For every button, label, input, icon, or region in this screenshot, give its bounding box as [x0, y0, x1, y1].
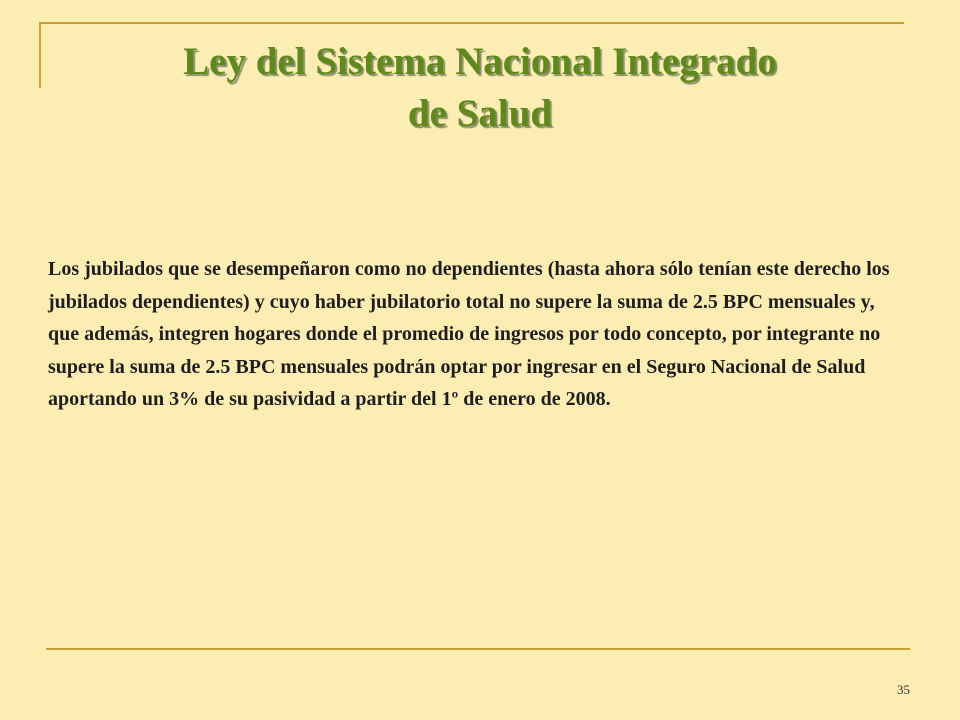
slide-body-paragraph: Los jubilados que se desempeñaron como no dependientes (hasta ahora sólo tenían este derecho los jubilados dependientes) y cuyo haber jubilatorio total no supere la suma de 2.5 BPC mensuales y, que además, integren hogares donde el promedio de ingresos por todo concepto, por integrante no supere la suma de 2.5 BPC mensuales podrán optar por ingresar en el Seguro Nacional de Salud aportando un 3% de su pasividad a partir del 1º de enero de 2008. — [48, 258, 890, 410]
top-divider — [40, 22, 904, 24]
page-number: 35 — [897, 682, 910, 697]
left-accent-divider — [39, 22, 41, 88]
bottom-divider — [46, 648, 910, 650]
slide-title — [60, 36, 900, 140]
slide-title-line-2: de Salud — [407, 92, 553, 135]
slide-title-line-1: Ley del Sistema Nacional Integrado — [183, 40, 777, 83]
